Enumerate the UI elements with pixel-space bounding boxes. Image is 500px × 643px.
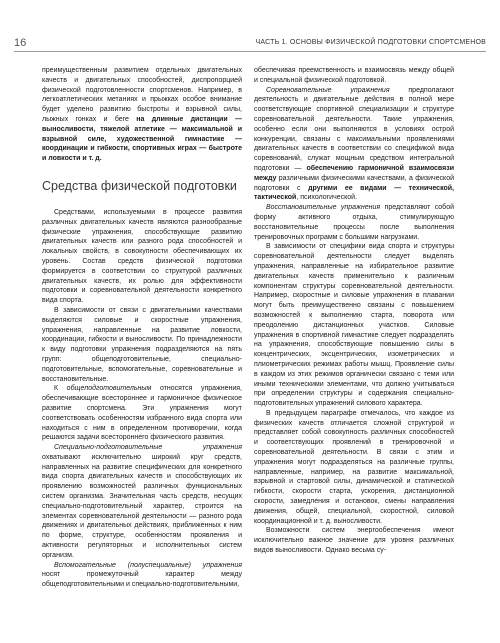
paragraph — [42, 66, 242, 164]
paragraph: В зависимости от специфики вида спорта и структуры соревновательной деятельности следует выделять упражнения, направленные на избирательное развитие двигательных качеств применительно к различным компонентам структуры соревновательной деятельности. Например, скоростные и силовые упражнения в плавании могут быть преимущественно связаны с повышением возможностей к выполнению старта, поворота или преодолению дистанционных участков. Силовые упражнения в спортивной гимнастике следует подразделять на упражнения, способствующие повышению силы в концентрических, эксцентрических, изометрических и плиометрических режимах работы мышц. Проявление силы в каждом из этих режимов органически связано с теми или иными техническими элементами, что должно учитываться при определении структуры и содержания специально-подготовительных упражнений силового характера. — [254, 243, 454, 408]
paragraph: В предыдущем параграфе отмечалось, что каждое из физических качеств отличается сложной структурой и представляет собой совокупность различных способностей и соответствующих проявлений в тренировочной и соревновательной деятельности. В связи с этим и упражнения могут подразделяться на различные группы, направленные, например, на развитие максимальной, взрывной и стартовой силы, динамической и статической гибкости, скорости старта, ускорения, дистанционной скорости, замедления и остановок, смены направления движения, общей, специальной, скоростной, силовой координационной и т. д. выносливости. — [254, 409, 454, 525]
paragraph: Средствами, используемыми в процессе развития различных двигательных качеств являются разнообразные физические упражнения, способствующие развитию двигательных качеств или разного рода способностей и локальных свойств, в совокупности обеспечивающих их уровень. Состав средств физической подготовки формируется в соответствии со структурой различных двигательных качеств, их ролью для эффективности подготовки и соревновательной деятельности конкретного вида спорта. — [42, 208, 242, 305]
paragraph: В зависимости от связи с двигательными качествами выделяются силовые и скоростные упражнения, упражнения, направленные на развитие ловкости, координации, гибкости и выносливости. По принадлежности к виду подготовки упражнения подразделяются на пять групп: общеподготовительные, специально-подготовительные, вспомогательные, соревновательные и восстановительные. — [42, 306, 242, 383]
paragraph — [42, 443, 242, 561]
italic-term: Специально-подготовительные упражнения — [54, 444, 242, 452]
text-run: К — [54, 385, 67, 393]
italic-term: общеподготовительным — [66, 385, 152, 393]
paragraph — [42, 384, 242, 443]
text-run: относятся упражнения, обеспечивающие всестороннее и гармоничное физическое развитие спортсмена. Эти упражнения могут соответствовать особенностям избранного вида спорта или находиться с ним в определенном противоречии, когда решаются задачи всестороннего физического развития. — [42, 385, 242, 442]
text-run: охватывают исключительно широкий круг средств, направленных на развитие специфических для конкретного вида спорта двигательных качеств и способствующих их проявлению возможностей различных функциональных систем организма. Значительная часть средств, несущих специально-подготовительный характер, строится на элементах соревновательной деятельности — разного рода движениях и двигательных действиях, приближенных к ним по форме, структуре, особенностям проявления и активности регуляторных и исполнительных систем организм. — [42, 453, 242, 559]
text-run: , психологической. — [296, 194, 358, 202]
paragraph — [254, 86, 454, 204]
text-run: различными физическими качествами, а физической подготовки с — [254, 174, 454, 192]
text-run: носят промежуточный характер между общеподготовительными и специально-подготовительными, — [42, 571, 242, 589]
paragraph — [42, 561, 242, 590]
left-column — [42, 66, 242, 638]
text-run: представляют собой форму активного отдыха, стимулирующую восстановительные процессы после выполнения тренировочных программ с большими нагрузками. — [254, 204, 454, 241]
bold-run: другими ее видами — технической, тактической — [254, 184, 454, 202]
paragraph: обеспечивая преемственность и взаимосвязь между общей и специальной физической подготовкой. — [254, 67, 454, 84]
italic-term: Соревновательные упражнения — [266, 86, 390, 94]
text-run: предполагают деятельность и двигательные действия в полной мере соответствующие спортивной специализации и структуре соревновательной деятельности. Такие упражнения, особенно если они выполняются в условиях острой конкуренции, связаны с максимальными проявлениями двигательных качеств в соответствии со спецификой вида соревнований, служат мощным средством интегральной подготовки — — [254, 86, 454, 172]
right-column — [254, 66, 454, 638]
paragraph — [254, 203, 454, 242]
bold-run: на длинные дистанции — выносливости, тяжелой атлетике — максимальной и взрывной силе, художественной гимнастике — координации и гибкости, спортивных играх — быстроте и ловкости и т. д. — [42, 115, 242, 163]
running-title: ЧАСТЬ 1. ОСНОВЫ ФИЗИЧЕСКОЙ ПОДГОТОВКИ СПОРТСМЕНОВ — [255, 39, 486, 46]
page-number: 16 — [14, 37, 27, 49]
text-run: преимущественным развитием отдельных двигательных качеств и двигательных способностей, диспропорцией физической подготовленности спортсменов. Например, в легкоатлетических метаниях и прыжках особое внимание будет уделено развитию быстроты и взрывной силы, лыжных гонках и беге — [42, 67, 242, 123]
bold-run: обеспечению гармоничной взаимосвязи между — [254, 164, 454, 182]
paragraph: Возможности систем энергообеспечения имеют исключительно важное значение для уровня различных видов выносливости. Однако весьма су- — [254, 527, 454, 555]
italic-term: Восстановительные упражнения — [266, 204, 381, 212]
section-heading: Средства физической подготовки — [42, 178, 237, 193]
italic-term: Вспомогательные (полуспециальные) упражнения — [54, 561, 242, 569]
page-header — [14, 37, 486, 52]
